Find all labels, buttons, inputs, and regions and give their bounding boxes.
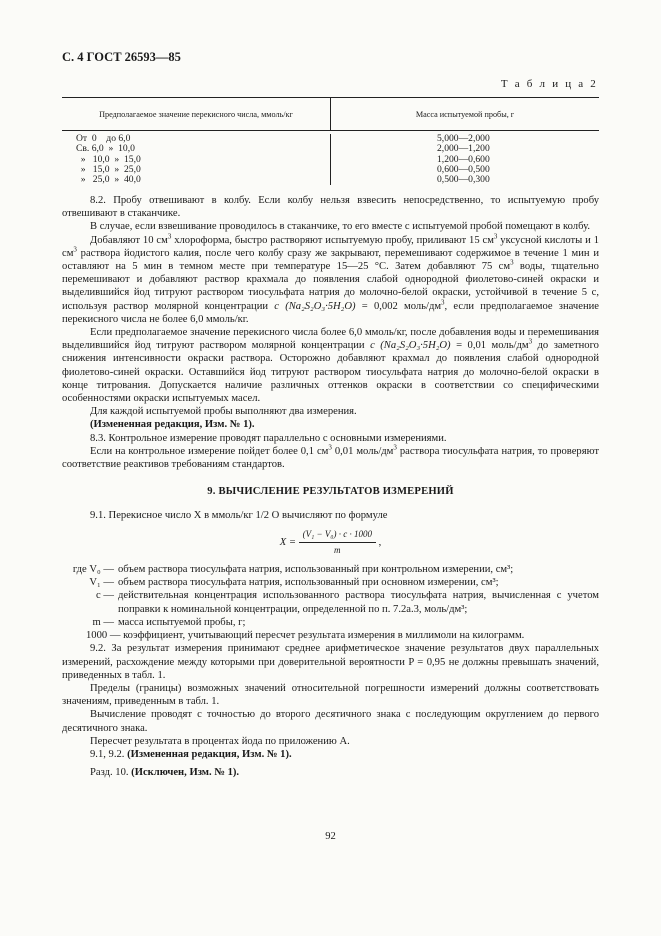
paragraph-8-2-high-value: [62, 326, 599, 405]
formula-lhs: X =: [279, 536, 296, 548]
formula-fraction: [299, 528, 376, 557]
table-column-ranges: [62, 134, 331, 185]
paragraph-8-2: 8.2. Пробу отвешивают в колбу. Если колбу нельзя взвесить непосредственно, то испытуемую пробу отвешивают в стаканчике.: [62, 195, 599, 220]
amendment-note: (Измененная редакция, Изм. № 1).: [90, 419, 255, 431]
superscript: 3: [441, 298, 445, 307]
definition-v1: [62, 576, 599, 589]
definition-m: [62, 616, 599, 629]
definition-1000: 1000 — коэффициент, учитывающий пересчет результата измерения в миллимоли на килограмм.: [86, 630, 525, 642]
superscript: 3: [393, 443, 397, 452]
text-run: уксусной кислоты и 1 см: [62, 234, 599, 259]
page-header: С. 4 ГОСТ 26593—85: [62, 50, 181, 64]
text-run: до заметного снижения интенсивности окраски раствора. Осторожно добавляют крахмал до появления слабой однородной фиолетово-синей окраски. Оставшийся йод титруют раствором тиосульфата натрия до молочно-белой окраски в конце титрования. Допускается наличие различных оттенков окраски в соответствии со специфическими особенностями окраски испытуемых масел.: [62, 340, 599, 405]
definition-text: объем раствора тиосульфата натрия, использованный при контрольном измерении, см³;: [118, 564, 514, 576]
table-header-peroxide-value: Предполагаемое значение перекисного числа, ммоль/кг: [62, 98, 331, 130]
section-9-heading: 9. ВЫЧИСЛЕНИЕ РЕЗУЛЬТАТОВ ИЗМЕРЕНИЙ: [207, 486, 454, 498]
text-run: хлороформа, быстро растворяют испытуемую пробу, приливают 15 см: [171, 234, 494, 246]
paragraph-9-2-rounding: Вычисление проводят с точностью до второго десятичного знака с последующим округлением до первого десятичного знака.: [62, 709, 599, 734]
table-header-row: [62, 98, 599, 131]
definition-v0: [62, 563, 599, 576]
amendment-note-9: [62, 748, 599, 761]
paragraph-8-2-two-measurements: Для каждой испытуемой пробы выполняют два измерения.: [90, 406, 357, 418]
definition-text: действительная концентрация использованного раствора тиосульфата натрия, вычисленная с учетом поправки к номинальной концентрации, определенной по п. 7.2а.3, моль/дм³;: [118, 590, 599, 615]
paragraph-8-3-control: [62, 445, 599, 471]
text-run: раствора йодистого калия, после чего колбу сразу же закрывают, перемешивают содержимое в течение 1 мин и оставляют на 5 мин в темном месте при температуре 15—25 °С. Затем добавляют 75 см: [62, 247, 599, 273]
formula: [62, 528, 599, 557]
concentration-expression: c (Na₂S₂O₃·5H₂O): [370, 340, 451, 352]
table-cell-range: » 15,0 » 25,0: [76, 163, 141, 175]
table-cell-mass: 5,000—2,000: [437, 133, 490, 144]
table-cell-mass: 1,200—0,600: [437, 153, 490, 165]
definition-symbol: c —: [96, 590, 114, 602]
superscript: 3: [73, 245, 77, 254]
paragraph-9-2-limits: Пределы (границы) возможных значений относительной погрешности измерений должны соответствовать значениям, приведенным в табл. 1.: [62, 682, 599, 708]
text-run: Если на контрольное измерение пойдет более 0,1 см: [90, 445, 329, 457]
text-run-bold: (Исключен, Изм. № 1).: [131, 767, 240, 779]
table-header-sample-mass: Масса испытуемой пробы, г: [415, 109, 515, 119]
definition-symbol: где V₀ —: [72, 564, 114, 576]
section-10-note: [62, 766, 599, 779]
formula-tail: ,: [378, 536, 382, 548]
text-run: = 0,002 моль/дм: [355, 300, 442, 312]
paragraph-9-2-iodine: Пересчет результата в процентах йода по приложению А.: [90, 735, 350, 747]
text-run: воды, тщательно перемешивают и добавляют раствор крахмала до появления слабой однородной фиолетово-синей окраски и выделившийся йод титруют раствором тиосульфата натрия до молочно-белой окраски, устойчивой в течение 5 с, используя раствор молярной концентрации: [62, 261, 599, 312]
table-column-masses: [331, 134, 599, 185]
definition-text: объем раствора тиосульфата натрия, использованный при основном измерении, см³;: [118, 577, 499, 589]
paragraph-8-2-procedure: [62, 234, 599, 326]
document-body: [62, 194, 599, 779]
text-run: 9.1, 9.2.: [90, 748, 128, 760]
text-run-bold: (Измененная редакция, Изм. № 1).: [127, 748, 292, 760]
table-cell-mass: 0,600—0,500: [437, 163, 490, 175]
paragraph-9-2: 9.2. За результат измерения принимают среднее арифметическое значение результатов двух параллельных измерений, расхождение между которыми при доверительной вероятности P = 0,95 не должны превышать значений, приведенных в табл. 1.: [62, 643, 599, 681]
table-cell-range: » 25,0 » 40,0: [76, 174, 141, 186]
definition-symbol: V₁ —: [89, 577, 114, 589]
concentration-expression: c (Na₂S₂O₃·5H₂O): [274, 300, 356, 312]
table-cell-range: Св. 6,0 » 10,0: [76, 143, 135, 155]
definition-symbol: m —: [92, 616, 114, 628]
table-cell-mass: 2,000—1,200: [437, 143, 490, 155]
text-run: раствора тиосульфата натрия, то проверяют соответствие реактивов требованиям стандартов.: [62, 445, 600, 471]
formula-denominator: m: [334, 544, 341, 555]
superscript: 3: [167, 232, 172, 241]
text-run: Разд. 10.: [90, 767, 132, 779]
table-cell-mass: 0,500—0,300: [437, 174, 490, 186]
definition-text: масса испытуемой пробы, г;: [118, 616, 246, 628]
table-caption: Т а б л и ц а 2: [500, 78, 598, 90]
paragraph-8-3: 8.3. Контрольное измерение проводят параллельно с основными измерениями.: [90, 432, 447, 444]
text-run: Если предполагаемое значение перекисного числа более 6,0 ммоль/кг, после добавления воды и перемешивания выделившийся йод титруют раствором молярной концентрации: [62, 327, 599, 352]
text-run: = 0,01 моль/дм: [450, 340, 529, 352]
table-2: [62, 97, 599, 185]
table-cell-range: » 10,0 » 15,0: [76, 153, 141, 165]
superscript: 3: [528, 337, 533, 346]
formula-numerator: (V₁ − V₀) · c · 1000: [299, 528, 376, 543]
variable-definitions: [62, 563, 599, 642]
paragraph-8-2-weighing: В случае, если взвешивание проводилось в стаканчике, то его вместе с испытуемой пробой помещают в колбу.: [90, 221, 590, 233]
text-run: 0,01 моль/дм: [331, 445, 394, 457]
superscript: 3: [510, 258, 514, 267]
page-number: 92: [325, 831, 336, 842]
text-run: , если предполагаемое значение перекисного числа не более 6,0 ммоль/кг.: [62, 300, 599, 325]
text-run: Добавляют 10 см: [90, 234, 168, 246]
superscript: 3: [328, 443, 332, 452]
table-body: [62, 131, 599, 185]
table-cell-range: От 0 до 6,0: [76, 133, 131, 144]
superscript: 3: [493, 232, 498, 241]
definition-c: [62, 589, 599, 615]
paragraph-9-1: 9.1. Перекисное число X в ммоль/кг 1/2 О вычисляют по формуле: [90, 510, 388, 522]
